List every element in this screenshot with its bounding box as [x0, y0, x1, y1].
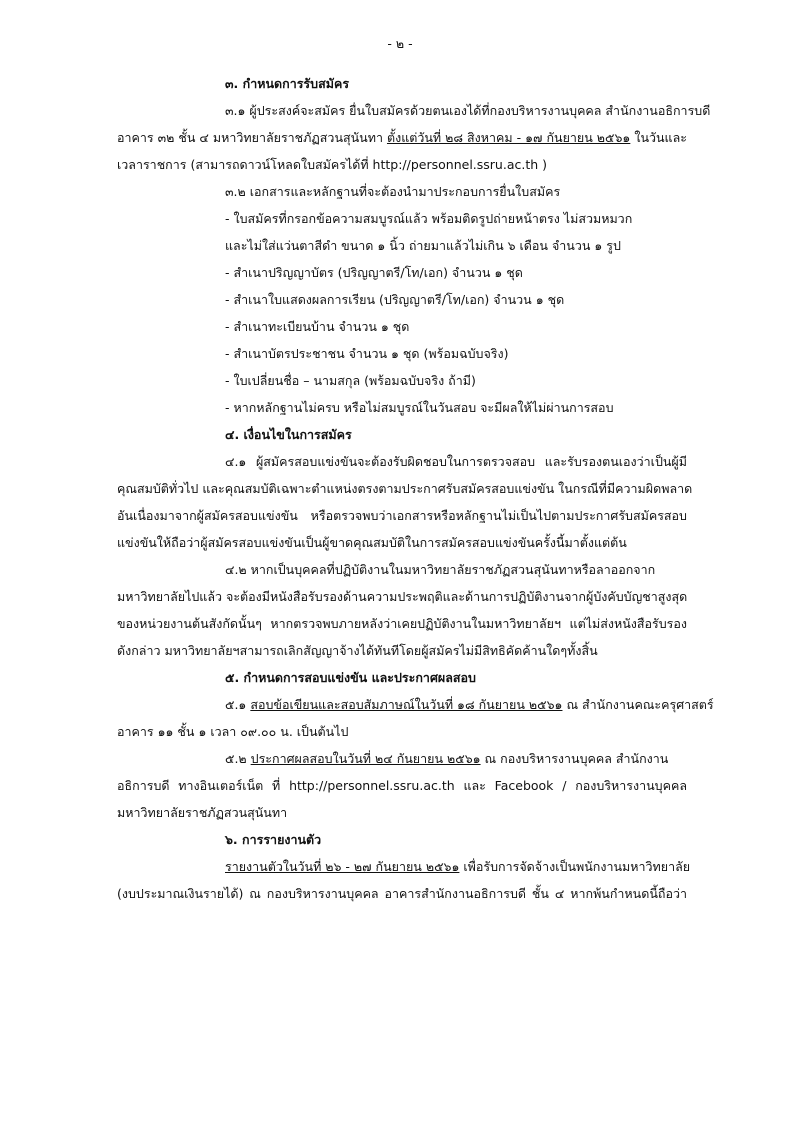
- result-announcement-date: ประกาศผลสอบในวันที่ ๒๔ กันยายน ๒๕๖๑: [250, 751, 481, 766]
- s3-p1-line-2-text: อาคาร ๓๒ ชั้น ๔ มหาวิทยาลัยราชภัฏสวนสุนันทา: [117, 130, 387, 145]
- document-item: และไม่ใส่แว่นตาสีดำ ขนาด ๑ นิ้ว ถ่ายมาแล้วไม่เกิน ๖ เดือน จำนวน ๑ รูป: [225, 238, 621, 253]
- section-3-heading: ๓. กำหนดการรับสมัคร: [225, 76, 350, 91]
- s4-p2-line: ของหน่วยงานต้นสังกัดนั้นๆ หากตรวจพบภายหลังว่าเคยปฏิบัติงานในมหาวิทยาลัยฯ แต่ไม่ส่งหนังสือรับรอง: [117, 616, 687, 631]
- s5-p2-line-1: [117, 745, 687, 772]
- document-body: [117, 70, 714, 907]
- s5-p1-location: ณ สำนักงานคณะครุศาสตร์: [562, 697, 714, 712]
- document-item: - ใบเปลี่ยนชื่อ – นามสกุล (พร้อมฉบับจริง ถ้ามี): [225, 373, 476, 388]
- s6-p1-line-1: [117, 853, 691, 880]
- s6-p1-purpose: เพื่อรับการจัดจ้างเป็นพนักงานมหาวิทยาลัย: [459, 859, 691, 874]
- s4-p1-line: อันเนื่องมาจากผู้สมัครสอบแข่งขัน หรือตรวจพบว่าเอกสารหรือหลักฐานไม่เป็นไปตามประกาศรับสมัครสอบ: [117, 508, 687, 523]
- s5-p1-line-1: [117, 691, 714, 718]
- exam-date: สอบข้อเขียนและสอบสัมภาษณ์ในวันที่ ๑๘ กันยายน ๒๕๖๑: [250, 697, 563, 712]
- s5-p1-line-2: อาคาร ๑๑ ชั้น ๑ เวลา ๐๙.๐๐ น. เป็นต้นไป: [117, 724, 349, 739]
- s4-p2-line: ๔.๒ หากเป็นบุคคลที่ปฏิบัติงานในมหาวิทยาลัยราชภัฏสวนสุนันทาหรือลาออกจาก: [225, 562, 656, 577]
- s3-p1-line-2-tail: ในวันและ: [630, 130, 687, 145]
- s5-p2-number: ๕.๒: [225, 751, 251, 766]
- document-item: - สำเนาทะเบียนบ้าน จำนวน ๑ ชุด: [225, 319, 410, 334]
- s3-p1-line-3: เวลาราชการ (สามารถดาวน์โหลดใบสมัครได้ที่ http://personnel.ssru.ac.th ): [117, 157, 547, 172]
- s4-p2-line: ดังกล่าว มหาวิทยาลัยฯสามารถเลิกสัญญาจ้างได้ทันทีโดยผู้สมัครไม่มีสิทธิคัดค้านใดๆทั้งสิ้น: [117, 643, 598, 658]
- s5-p2-line-3: มหาวิทยาลัยราชภัฏสวนสุนันทา: [117, 805, 288, 820]
- s6-p1-line-2: (งบประมาณเงินรายได้) ณ กองบริหารงานบุคคล อาคารสำนักงานอธิการบดี ชั้น ๔ หากพ้นกำหนดนี้ถือว่า: [117, 886, 687, 901]
- application-period: ตั้งแต่วันที่ ๒๘ สิงหาคม - ๑๗ กันยายน ๒๕๖๑: [386, 130, 631, 145]
- s4-p1-line: แข่งขันให้ถือว่าผู้สมัครสอบแข่งขันเป็นผู้ขาดคุณสมบัติในการสมัครสอบแข่งขันครั้งนี้มาตั้งแต่ต้น: [117, 535, 627, 550]
- document-item: - ใบสมัครที่กรอกข้อความสมบูรณ์แล้ว พร้อมติดรูปถ่ายหน้าตรง ไม่สวมหมวก: [225, 211, 633, 226]
- s4-p2-line: มหาวิทยาลัยไปแล้ว จะต้องมีหนังสือรับรองด้านความประพฤติและด้านการปฏิบัติงานจากผู้บังคับบัญชาสูงสุด: [117, 589, 688, 604]
- section-6-heading: ๖. การรายงานตัว: [225, 832, 322, 847]
- s3-p1-line-1: ๓.๑ ผู้ประสงค์จะสมัคร ยื่นใบสมัครด้วยตนเองได้ที่กองบริหารงานบุคคล สำนักงานอธิการบดี: [225, 103, 711, 118]
- document-item: - สำเนาบัตรประชาชน จำนวน ๑ ชุด (พร้อมฉบับจริง): [225, 346, 509, 361]
- s3-p2-title: ๓.๒ เอกสารและหลักฐานที่จะต้องนำมาประกอบการยื่นใบสมัคร: [225, 184, 561, 199]
- s4-p1-line: คุณสมบัติทั่วไป และคุณสมบัติเฉพาะตำแหน่งตรงตามประกาศรับสมัครสอบแข่งขัน ในกรณีที่มีความผิดพลาด: [117, 481, 693, 496]
- report-date: รายงานตัวในวันที่ ๒๖ - ๒๗ กันยายน ๒๕๖๑: [225, 859, 460, 874]
- document-item: - หากหลักฐานไม่ครบ หรือไม่สมบูรณ์ในวันสอบ จะมีผลให้ไม่ผ่านการสอบ: [225, 400, 614, 415]
- s3-p1-line-2: [117, 124, 687, 151]
- section-4-heading: ๔. เงื่อนไขในการสมัคร: [225, 427, 352, 442]
- s4-p1-line: ๔.๑ ผู้สมัครสอบแข่งขันจะต้องรับผิดชอบในการตรวจสอบ และรับรองตนเองว่าเป็นผู้มี: [225, 454, 687, 469]
- s5-p2-location: ณ กองบริหารงานบุคคล สำนักงาน: [480, 751, 669, 766]
- document-item: - สำเนาปริญญาบัตร (ปริญญาตรี/โท/เอก) จำนวน ๑ ชุด: [225, 265, 523, 280]
- s5-p1-number: ๕.๑: [225, 697, 251, 712]
- document-item: - สำเนาใบแสดงผลการเรียน (ปริญญาตรี/โท/เอก) จำนวน ๑ ชุด: [225, 292, 565, 307]
- page-number: - ๒ -: [387, 36, 413, 51]
- s5-p2-line-2: อธิการบดี ทางอินเตอร์เน็ต ที่ http://personnel.ssru.ac.th และ Facebook / กองบริหารงานบุคคล: [117, 778, 687, 793]
- section-5-heading: ๕. กำหนดการสอบแข่งขัน และประกาศผลสอบ: [225, 670, 476, 685]
